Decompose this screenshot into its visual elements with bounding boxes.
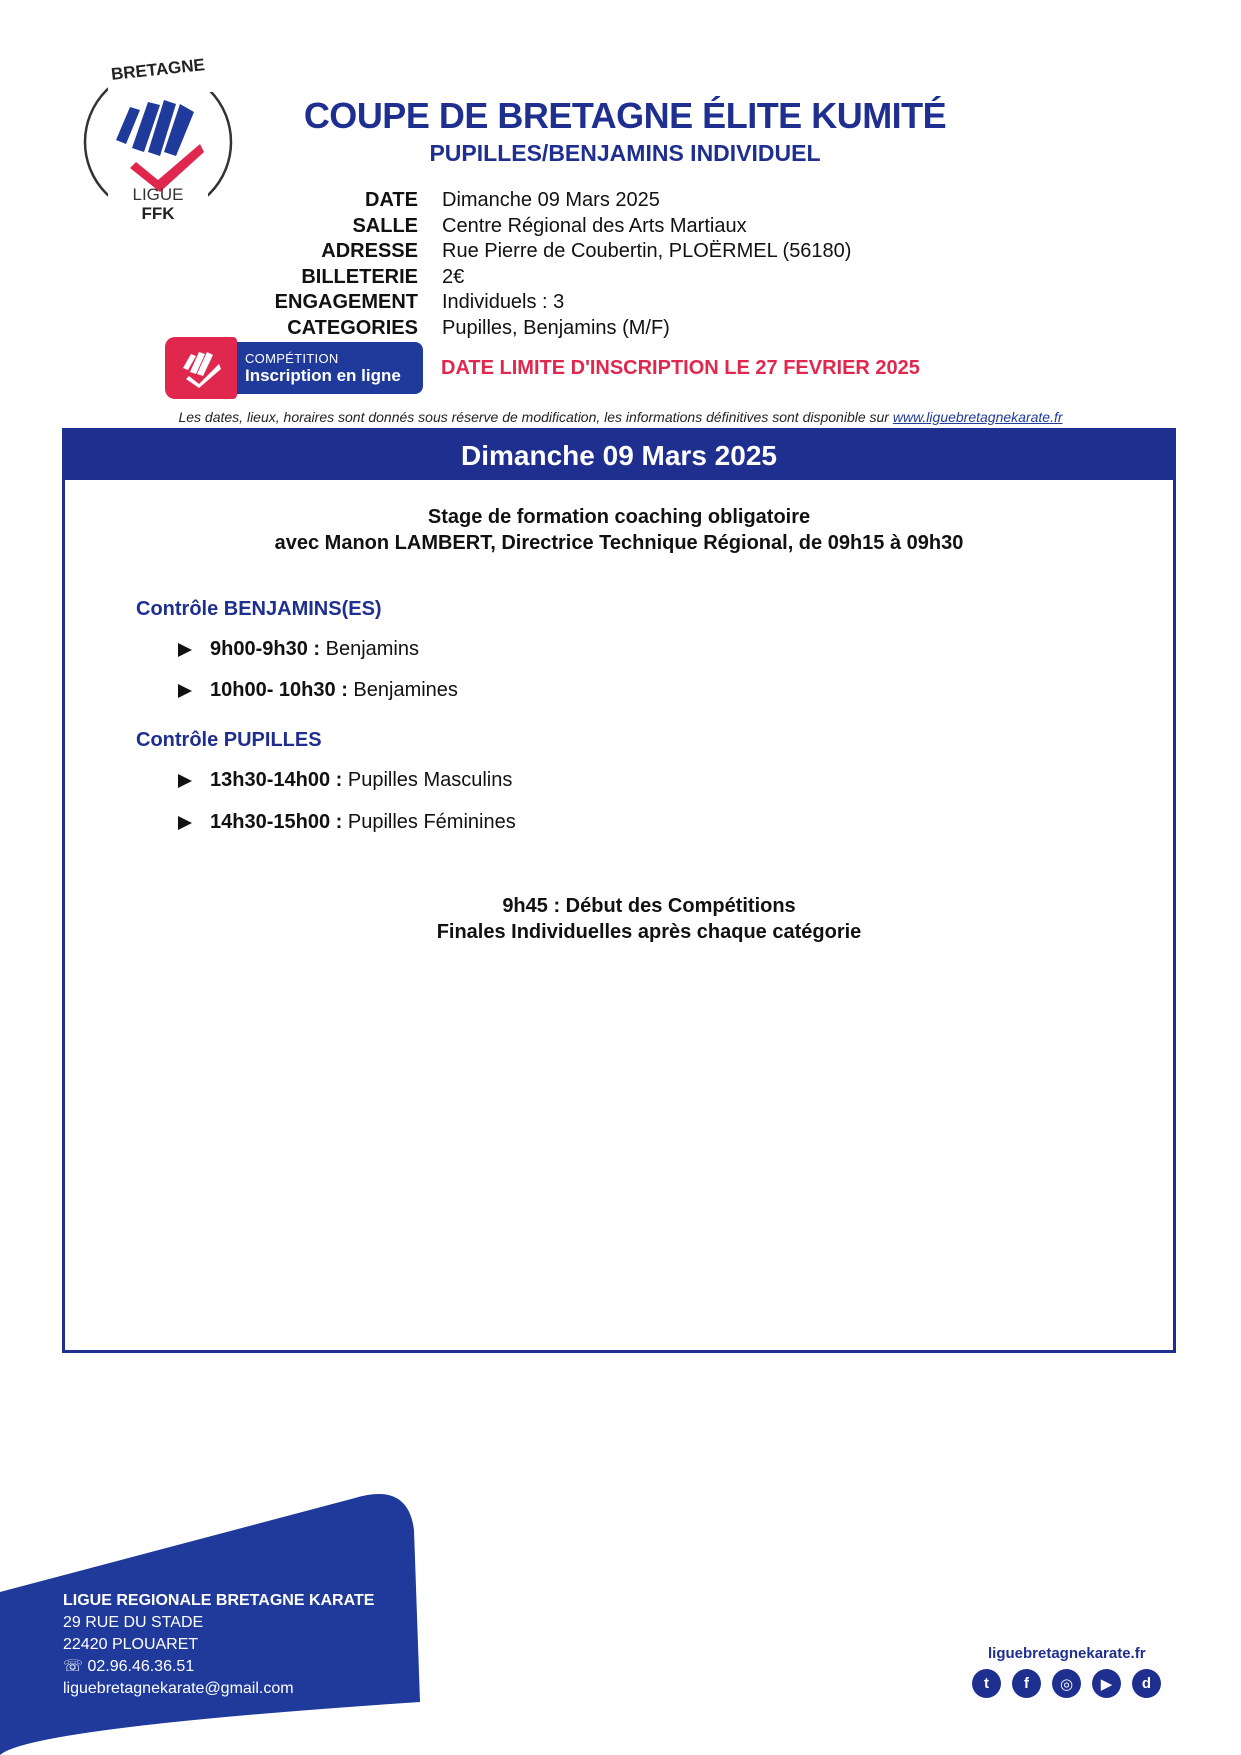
social-icons	[972, 1669, 1161, 1698]
item-time: 14h30-15h00 :	[210, 811, 343, 833]
arrow-right-icon	[178, 684, 192, 698]
item-time: 13h30-14h00 :	[210, 769, 343, 791]
info-label: CATEGORIES	[287, 316, 418, 339]
list-item	[178, 638, 419, 661]
logo-ffk-text: FFK	[141, 204, 175, 223]
logo-top-text: BRETAGNE	[110, 55, 206, 84]
info-label: ENGAGEMENT	[274, 291, 418, 314]
info-row-billeterie	[200, 265, 851, 291]
info-row-adresse	[200, 239, 851, 265]
instagram-icon[interactable]: ◎	[1052, 1669, 1081, 1698]
item-label: Benjamins	[320, 638, 419, 660]
arrow-right-icon	[178, 643, 192, 657]
info-value: Individuels : 3	[442, 291, 565, 314]
item-text	[210, 638, 419, 661]
arrow-right-icon	[178, 816, 192, 830]
footer-address-1: 29 RUE DU STADE	[63, 1614, 204, 1631]
start-line-1: 9h45 : Début des Compétitions	[502, 895, 796, 917]
item-time: 10h00- 10h30 :	[210, 679, 348, 701]
karate-glove-icon	[179, 348, 223, 388]
competition-start	[65, 893, 1173, 945]
footer-website[interactable]: liguebretagnekarate.fr	[988, 1645, 1146, 1662]
footer-email[interactable]: liguebretagnekarate@gmail.com	[63, 1680, 294, 1697]
info-value: 2€	[442, 265, 465, 288]
footer-org-name: LIGUE REGIONALE BRETAGNE KARATE	[63, 1592, 375, 1609]
twitter-icon[interactable]: t	[972, 1669, 1001, 1698]
online-registration-button[interactable]	[165, 337, 423, 399]
stage-line-2: avec Manon LAMBERT, Directrice Technique Régional, de 09h15 à 09h30	[274, 532, 964, 554]
item-label: Pupilles Masculins	[342, 769, 513, 791]
info-value: Centre Régional des Arts Martiaux	[442, 214, 747, 237]
badge-small-label: COMPÉTITION	[244, 350, 339, 366]
start-line-2: Finales Individuelles après chaque catégorie	[436, 921, 862, 943]
info-label: BILLETERIE	[301, 265, 418, 288]
stage-line-1: Stage de formation coaching obligatoire	[427, 506, 811, 528]
footer-contact	[63, 1590, 374, 1700]
badge-text	[231, 342, 423, 394]
info-value: Pupilles, Benjamins (M/F)	[442, 316, 670, 339]
badge-icon-box	[165, 337, 237, 399]
item-text	[210, 769, 512, 792]
arrow-right-icon	[178, 774, 192, 788]
item-text	[210, 679, 458, 702]
event-info	[200, 188, 851, 341]
section-benjamins-title: Contrôle BENJAMINS(ES)	[136, 598, 382, 620]
registration-deadline: DATE LIMITE D'INSCRIPTION LE 27 FEVRIER 2025	[441, 357, 920, 379]
list-item	[178, 679, 458, 702]
footer-phone: 02.96.46.36.51	[87, 1658, 195, 1675]
item-label: Pupilles Féminines	[342, 811, 516, 833]
item-time: 9h00-9h30 :	[210, 638, 321, 660]
facebook-icon[interactable]: f	[1012, 1669, 1041, 1698]
info-row-date	[200, 188, 851, 214]
info-value: Dimanche 09 Mars 2025	[442, 189, 660, 212]
dailymotion-icon[interactable]: d	[1132, 1669, 1161, 1698]
list-item	[178, 811, 516, 834]
footer-phone-row	[63, 1656, 374, 1678]
phone-icon: ☏	[63, 1658, 88, 1675]
info-label: ADRESSE	[321, 240, 418, 263]
coaching-stage	[65, 504, 1173, 556]
website-link[interactable]: www.liguebretagnekarate.fr	[892, 409, 1063, 425]
info-label: SALLE	[352, 214, 418, 237]
info-row-engagement	[200, 290, 851, 316]
info-value: Rue Pierre de Coubertin, PLOËRMEL (56180)	[442, 240, 852, 263]
youtube-icon[interactable]: ▶	[1092, 1669, 1121, 1698]
item-text	[210, 811, 516, 834]
logo-ligue-text: LIGUE	[132, 185, 184, 204]
disclaimer	[0, 409, 1241, 425]
schedule-box	[62, 428, 1176, 1353]
disclaimer-text: Les dates, lieux, horaires sont donnés sous réserve de modification, les informations définitives sont disponible sur	[178, 409, 893, 425]
badge-main-label: Inscription en ligne	[244, 365, 401, 385]
info-row-salle	[200, 214, 851, 240]
schedule-header: Dimanche 09 Mars 2025	[65, 431, 1173, 480]
page-title: COUPE DE BRETAGNE ÉLITE KUMITÉ	[303, 95, 947, 136]
footer-address-2: 22420 PLOUARET	[63, 1636, 199, 1653]
item-label: Benjamines	[347, 679, 458, 701]
page-subtitle: PUPILLES/BENJAMINS INDIVIDUEL	[429, 140, 821, 166]
list-item	[178, 769, 512, 792]
info-label: DATE	[365, 189, 418, 212]
section-pupilles-title: Contrôle PUPILLES	[136, 729, 322, 751]
